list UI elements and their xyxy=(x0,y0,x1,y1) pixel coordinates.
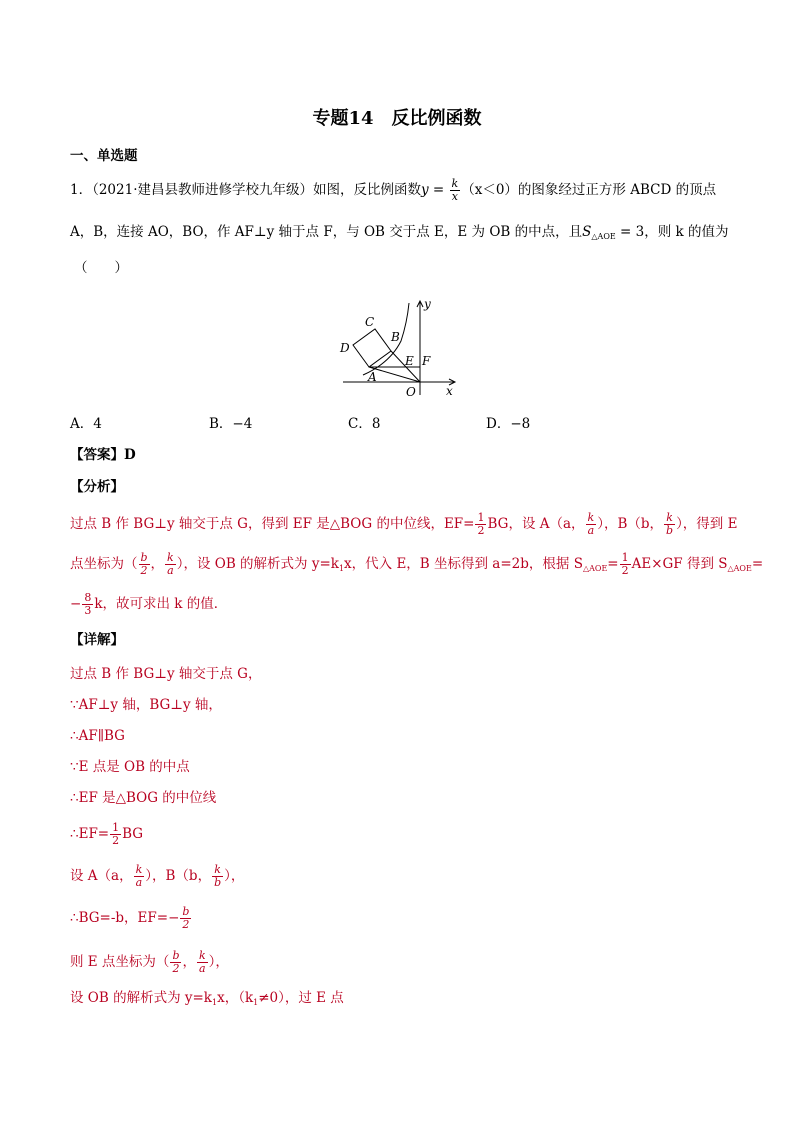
label-d: D xyxy=(340,341,350,355)
detail-line-7 xyxy=(70,864,244,889)
detail-text: ≠0），过 E 点 xyxy=(258,990,344,1006)
frac-num: 1 xyxy=(621,551,629,564)
frac-num: k xyxy=(664,512,675,525)
frac-num: k xyxy=(587,511,595,524)
frac-den: 2 xyxy=(477,524,485,537)
frac-num: 1 xyxy=(477,511,485,524)
frac-den: 2 xyxy=(140,564,148,577)
detail-line-2: ∵AF⊥y 轴，BG⊥y 轴， xyxy=(70,697,222,713)
area-subscript: △AOE xyxy=(591,232,616,241)
question-number: 1． xyxy=(70,182,93,198)
analysis-text: = xyxy=(607,556,619,572)
frac-num: k xyxy=(451,177,459,190)
frac-den: 2 xyxy=(112,834,120,847)
frac-num: 1 xyxy=(112,821,120,834)
fraction-half xyxy=(110,822,121,847)
analysis-text: BG，设 A（a， xyxy=(487,516,585,532)
detail-text: ）， xyxy=(208,954,229,970)
option-a: A．4 xyxy=(70,416,102,432)
question-line-2 xyxy=(70,222,728,247)
analysis-text: AE×GF 得到 S xyxy=(631,556,728,572)
detail-line-5: ∴EF 是△BOG 的中位线 xyxy=(70,790,217,806)
label-c: C xyxy=(365,315,375,329)
fraction-b-over-2 xyxy=(180,906,191,931)
detail-line-3: ∴AF∥BG xyxy=(70,728,125,744)
subscript: △AOE xyxy=(582,564,608,573)
func-y: y xyxy=(421,182,429,198)
subscript: 1 xyxy=(253,998,259,1007)
detail-text: 则 E 点坐标为（ xyxy=(70,954,170,970)
hyperbola-curve xyxy=(363,303,409,375)
fraction-8-over-3 xyxy=(82,592,93,617)
detail-text: ）， xyxy=(224,868,245,884)
analysis-line-1 xyxy=(70,512,737,537)
analysis-text: 过点 B 作 BG⊥y 轴交于点 G，得到 EF 是△BOG 的中位线，EF= xyxy=(70,516,475,532)
fraction-k-over-b xyxy=(212,864,223,889)
question-text: 如图，反比例函数 xyxy=(313,182,421,198)
option-d: D．−8 xyxy=(486,416,531,432)
analysis-text: = xyxy=(751,556,764,572)
answer-blank: （ ） xyxy=(74,260,128,276)
frac-den: 2 xyxy=(172,962,180,975)
detail-text: BG xyxy=(122,826,144,842)
detail-line-1: 过点 B 作 BG⊥y 轴交于点 G， xyxy=(70,666,262,682)
analysis-line-2 xyxy=(70,552,763,579)
frac-num: b xyxy=(182,905,190,918)
question-source: （2021·建昌县教师进修学校九年级） xyxy=(92,182,313,198)
analysis-text: ），设 OB 的解析式为 y=k xyxy=(176,556,339,572)
area-symbol: S xyxy=(582,224,592,240)
label-f: F xyxy=(422,354,431,368)
fraction-k-over-x xyxy=(450,178,461,203)
subscript: 1 xyxy=(211,998,218,1007)
detail-text: ∴EF= xyxy=(70,826,110,842)
fraction-half xyxy=(475,512,486,537)
fraction-k-over-b xyxy=(664,512,675,537)
fraction-k-over-a xyxy=(165,552,176,577)
subscript: 1 xyxy=(338,564,345,573)
detail-text: ， xyxy=(182,954,196,970)
analysis-label: 【分析】 xyxy=(70,479,124,495)
question-line-1 xyxy=(70,178,716,203)
frac-num: k xyxy=(167,551,174,564)
label-x: x xyxy=(446,384,453,398)
question-text-cont: 的图象经过正方形 ABCD 的顶点 xyxy=(517,182,717,198)
frac-num: k xyxy=(212,864,223,877)
detail-line-8 xyxy=(70,906,192,931)
frac-den: 2 xyxy=(621,564,629,577)
fraction-half xyxy=(620,552,631,577)
label-b: B xyxy=(391,330,400,344)
analysis-line-3 xyxy=(70,592,227,617)
analysis-text: − xyxy=(70,596,82,612)
analysis-text: k，故可求出 k 的值． xyxy=(94,596,228,612)
fraction-k-over-a xyxy=(586,512,597,537)
square-figure xyxy=(335,295,465,400)
section-heading: 一、单选题 xyxy=(70,148,138,164)
answer-line: 【答案】D xyxy=(70,447,136,463)
frac-den: 2 xyxy=(182,918,190,931)
detail-text: x，（k xyxy=(217,990,254,1006)
fraction-k-over-a xyxy=(197,950,208,975)
analysis-text: ， xyxy=(150,556,165,572)
frac-den: a xyxy=(167,564,174,577)
label-a: A xyxy=(368,370,377,384)
func-eq: = xyxy=(428,182,449,198)
frac-num: k xyxy=(198,949,206,962)
analysis-text: 点坐标为（ xyxy=(70,556,138,572)
frac-num: b xyxy=(140,551,148,564)
frac-den: a xyxy=(199,962,206,975)
frac-num: k xyxy=(135,863,143,876)
detail-text: ），B（b， xyxy=(145,868,212,884)
detail-text: 设 OB 的解析式为 y=k xyxy=(70,990,212,1006)
option-b: B．−4 xyxy=(209,416,253,432)
question-text-2: A，B，连接 AO，BO，作 AF⊥y 轴于点 F，与 OB 交于点 E，E 为 OB 的中点，且 xyxy=(70,224,583,240)
frac-den: b xyxy=(214,876,222,889)
detail-text: 设 A（a， xyxy=(70,868,133,884)
analysis-text: x，代入 E，B 坐标得到 a=2b，根据 S xyxy=(344,556,583,572)
question-text-3: = 3，则 k 的值为 xyxy=(615,224,729,240)
option-c: C．8 xyxy=(348,416,381,432)
frac-den: b xyxy=(666,524,674,537)
fraction-b-over-2 xyxy=(170,950,181,975)
detail-label: 【详解】 xyxy=(70,632,124,648)
frac-den: x xyxy=(451,190,458,203)
detail-line-6 xyxy=(70,822,143,847)
frac-num: 8 xyxy=(84,591,92,604)
frac-den: a xyxy=(587,524,595,537)
analysis-text: ），得到 E xyxy=(676,516,738,532)
label-y: y xyxy=(424,297,431,311)
fraction-k-over-a xyxy=(134,864,145,889)
frac-den: 3 xyxy=(84,604,92,617)
detail-line-4: ∵E 点是 OB 的中点 xyxy=(70,759,190,775)
subscript: △AOE xyxy=(727,564,752,573)
detail-text: ∴BG=-b，EF=− xyxy=(70,910,180,926)
fraction-b-over-2 xyxy=(139,552,150,577)
frac-num: b xyxy=(172,949,180,962)
analysis-text: ），B（b， xyxy=(597,516,664,532)
label-o: O xyxy=(406,385,416,399)
page-title: 专题14 反比例函数 xyxy=(312,108,482,129)
detail-line-9 xyxy=(70,950,229,975)
domain-condition: （x＜0） xyxy=(461,182,518,198)
label-e: E xyxy=(405,354,414,368)
frac-den: a xyxy=(135,876,143,889)
detail-line-10 xyxy=(70,988,344,1013)
